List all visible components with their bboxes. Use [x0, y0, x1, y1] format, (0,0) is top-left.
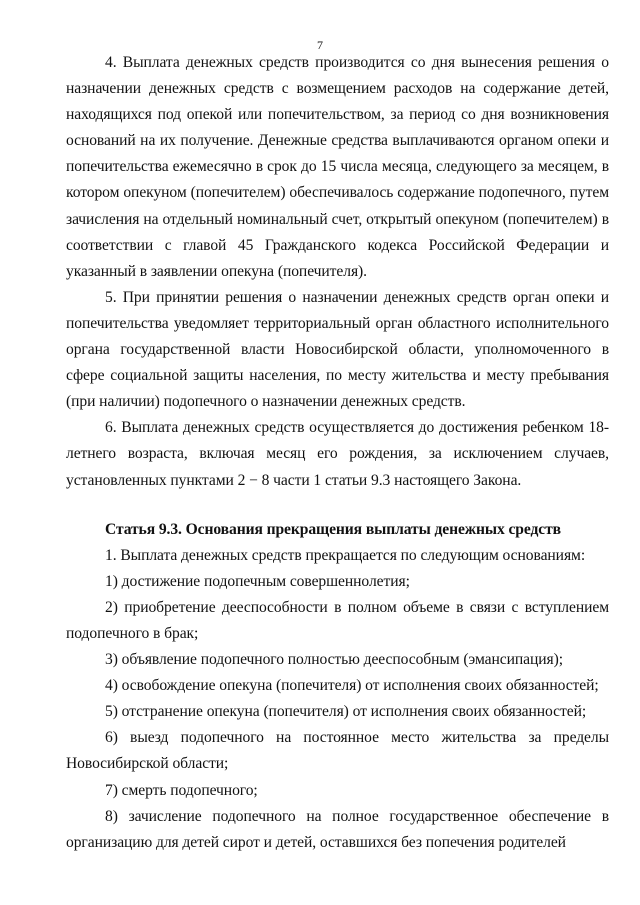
list-item: 7) смерть подопечного;: [105, 781, 258, 799]
list-item: 3) объявление подопечного полностью дееспособным (эмансипация);: [105, 651, 563, 669]
list-item: 5) отстранение опекуна (попечителя) от исполнения своих обязанностей;: [105, 703, 587, 721]
paragraph-5: 5. При принятии решения о назначении денежных средств орган опеки и попечительства уведомляет территориальный орган областного исполнительного органа государственной власти Новосибирской области, уполномоченного в сфере социальной защиты населения, по месту жительства и месту пребывания (при наличии) подопечного о назначении денежных средств.: [66, 288, 609, 411]
paragraph-4: 4. Выплата денежных средств производится со дня вынесения решения о назначении денежных средств с возмещением расходов на содержание детей, находящихся под опекой или попечительством, за период со дня возникновения оснований на их получение. Денежные средства выплачиваются органом опеки и попечительства ежемесячно в срок до 15 числа месяца, следующего за месяцем, в котором опекуном (попечителем) обеспечивалось содержание подопечного, путем зачисления на отдельный номинальный счет, открытый опекуном (попечителем) в соответствии с главой 45 Гражданского кодекса Российской Федерации и указанный в заявлении опекуна (попечителя).: [66, 54, 609, 280]
page-number: 7: [317, 38, 323, 52]
page-content: [66, 50, 609, 856]
list-item: 8) зачисление подопечного на полное государственное обеспечение в организацию для детей сирот и детей, оставшихся без попечения родителей: [66, 807, 609, 851]
article-heading: Статья 9.3. Основания прекращения выплаты денежных средств: [105, 520, 561, 538]
list-item: 2) приобретение дееспособности в полном объеме в связи с вступлением подопечного в брак;: [66, 598, 609, 642]
paragraph-6: 6. Выплата денежных средств осуществляется до достижения ребенком 18-летнего возраста, включая месяц его рождения, за исключением случаев, установленных пунктами 2 − 8 части 1 статьи 9.3 настоящего Закона.: [66, 419, 609, 489]
list-item: 1) достижение подопечным совершеннолетия;: [105, 572, 410, 590]
list-item: 6) выезд подопечного на постоянное место жительства за пределы Новосибирской области;: [66, 729, 609, 773]
list-item: 4) освобождение опекуна (попечителя) от исполнения своих обязанностей;: [105, 677, 599, 695]
article-intro: 1. Выплата денежных средств прекращается по следующим основаниям:: [105, 546, 586, 564]
